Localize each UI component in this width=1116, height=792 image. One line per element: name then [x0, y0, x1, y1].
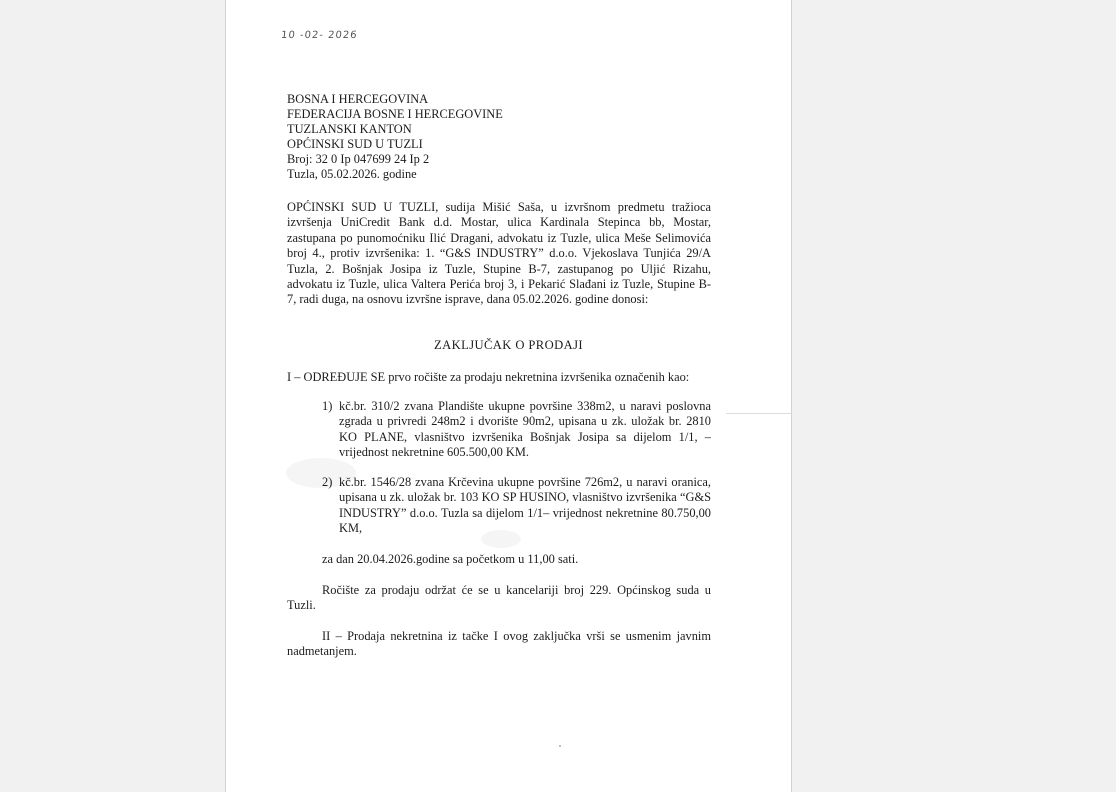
document-date: Tuzla, 05.02.2026. godine: [287, 167, 417, 181]
scan-smudge: [481, 530, 521, 548]
item-2-number: 2): [322, 475, 333, 489]
case-number: Broj: 32 0 Ip 047699 24 Ip 2: [287, 152, 430, 166]
header-court: OPĆINSKI SUD U TUZLI: [287, 137, 423, 151]
item-1-number: 1): [322, 399, 333, 413]
scan-speck: [559, 745, 561, 747]
intro-paragraph: OPĆINSKI SUD U TUZLI, sudija Mišić Saša, u izvršnom predmetu tražioca izvršenja UniCredit Bank d.d. Mostar, ulica Kardinala Stepinca bb, Mostar, zastupana po punomoćniku Ilić Dragani, advokatu iz Tuzle, ulica Meše Selimovića broj 4., protiv izvršenika: 1. “G&S INDUSTRY” d.o.o. Vjekoslava Tunjića 29/A Tuzla, 2. Bošnjak Josipa iz Tuzle, Stupine B-7, zastupanog po Uljić Rizahu, advokatu iz Tuzle, ulica Valtera Perića broj 3, i Pekarić Slađani iz Tuzle, Stupine B-7, radi duga, na osnovu izvršne isprave, dana 05.02.2026. godine donosi:: [287, 200, 711, 307]
section-two-text: II – Prodaja nekretnina iz tačke I ovog zaključka vrši se usmenim javnim nadmetanjem.: [287, 629, 711, 659]
item-1-text: kč.br. 310/2 zvana Plandište ukupne površine 338m2, u naravi poslovna zgrada u privredi 248m2 i dvorište 90m2, upisana u zk. uložak br. 2810 KO PLANE, vlasništvo izvršenika Bošnjak Josipa sa dijelom 1/1, – vrijednost nekretnine 605.500,00 KM.: [339, 399, 711, 460]
received-date-stamp: 10 -02- 2026: [280, 30, 359, 41]
header-federation: FEDERACIJA BOSNE I HERCEGOVINE: [287, 107, 503, 121]
section-one-text: I – ODREĐUJE SE prvo ročište za prodaju nekretnina izvršenika označenih kao:: [287, 370, 690, 384]
hearing-location: Ročište za prodaju održat će se u kancelariji broj 229. Općinskog suda u Tuzli.: [287, 583, 711, 613]
item-2-text: kč.br. 1546/28 zvana Krčevina ukupne površine 726m2, u naravi oranica, upisana u zk. uložak br. 103 KO SP HUSINO, vlasništvo izvršenika “G&S INDUSTRY” d.o.o. Tuzla sa dijelom 1/1– vrijednost nekretnine 80.750,00 KM,: [339, 475, 711, 536]
header-canton: TUZLANSKI KANTON: [287, 122, 412, 136]
header-country: BOSNA I HERCEGOVINA: [287, 92, 429, 106]
document-page: [225, 0, 792, 792]
scan-smudge: [286, 458, 356, 488]
hearing-date: za dan 20.04.2026.godine sa početkom u 11,00 sati.: [322, 552, 579, 566]
scan-artifact: [726, 413, 791, 414]
decision-title: ZAKLJUČAK O PRODAJI: [434, 338, 583, 352]
